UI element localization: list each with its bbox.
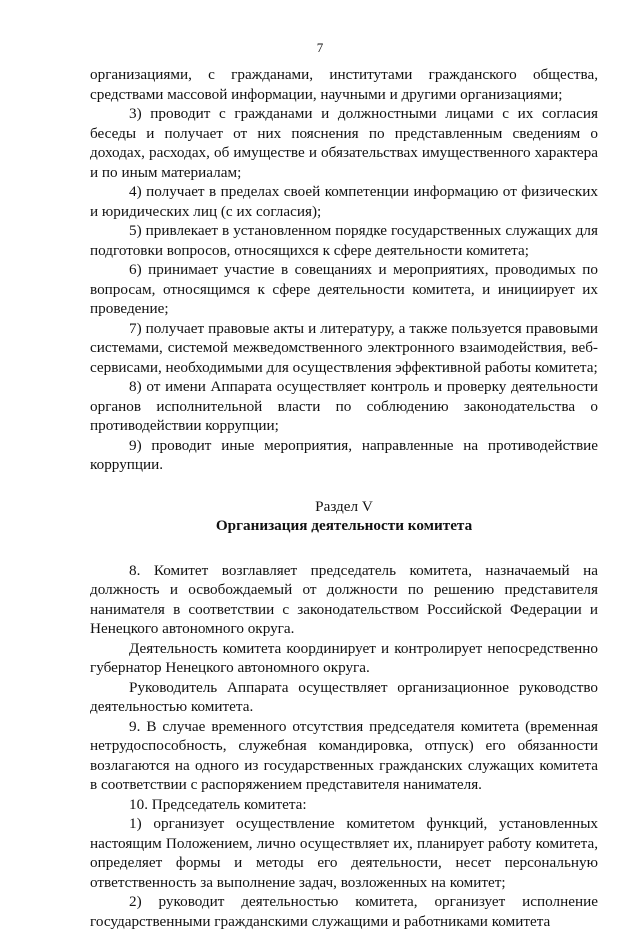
section-title: Организация деятельности комитета (215, 517, 473, 534)
paragraph: 8) от имени Аппарата осуществляет контроль и проверку деятельности органов исполнительной власти по соблюдению законодательства о противодействии коррупции; (90, 378, 598, 434)
paragraph: 5) привлекает в установленном порядке государственных служащих для подготовки вопросов, относящихся к сфере деятельности комитета; (90, 222, 598, 259)
paragraph: 4) получает в пределах своей компетенции информацию от физических и юридических лиц (с их согласия); (90, 183, 598, 220)
paragraph: Руководитель Аппарата осуществляет организационное руководство деятельностью комитета. (90, 678, 598, 715)
paragraph: 9. В случае временного отсутствия председателя комитета (временная нетрудоспособность, служебная командировка, отпуск) его обязанности возлагаются на одного из государственных гражданских служащих комитета в соответствии с распоряжением представителя нанимателя. (90, 717, 598, 793)
paragraph: 3) проводит с гражданами и должностными лицами с их согласия беседы и получает от них пояснения по представленным сведениям о доходах, расходах, об имуществе и обязательствах имущественного характера и по иным материалам; (90, 105, 598, 181)
paragraph: 1) организует осуществление комитетом функций, установленных настоящим Положением, лично осуществляет их, планирует работу комитета, определяет формы и методы его деятельности, несет персональную ответственность за выполнение задач, возложенных на комитет; (90, 815, 598, 891)
paragraph: 2) руководит деятельностью комитета, организует исполнение государственными гражданскими служащими и работниками комитета (90, 893, 598, 930)
paragraph: организациями, с гражданами, институтами гражданского общества, средствами массовой информации, научными и другими организациями; (90, 66, 598, 103)
paragraph: Деятельность комитета координирует и контролирует непосредственно губернатор Ненецкого автономного округа. (90, 639, 598, 676)
paragraph: 10. Председатель комитета: (129, 795, 307, 813)
page-number: 7 (316, 40, 324, 55)
paragraph: 9) проводит иные мероприятия, направленные на противодействие коррупции. (90, 436, 598, 473)
section-heading (90, 497, 598, 536)
paragraph: 6) принимает участие в совещаниях и мероприятиях, проводимых по вопросам, относящимся к сфере деятельности комитета, и инициирует их проведение; (90, 261, 598, 317)
paragraph: 7) получает правовые акты и литературу, а также пользуется правовыми системами, системой межведомственного электронного взаимодействия, веб-сервисами, необходимыми для осуществления эффективной работы комитета; (90, 319, 598, 376)
document-body (90, 65, 598, 931)
paragraph: 8. Комитет возглавляет председатель комитета, назначаемый на должность и освобождаемый от должности по решению представителя нанимателя в соответствии с законодательством Российской Федерации и Ненецкого автономного округа. (90, 561, 598, 637)
section-label: Раздел V (315, 497, 373, 515)
